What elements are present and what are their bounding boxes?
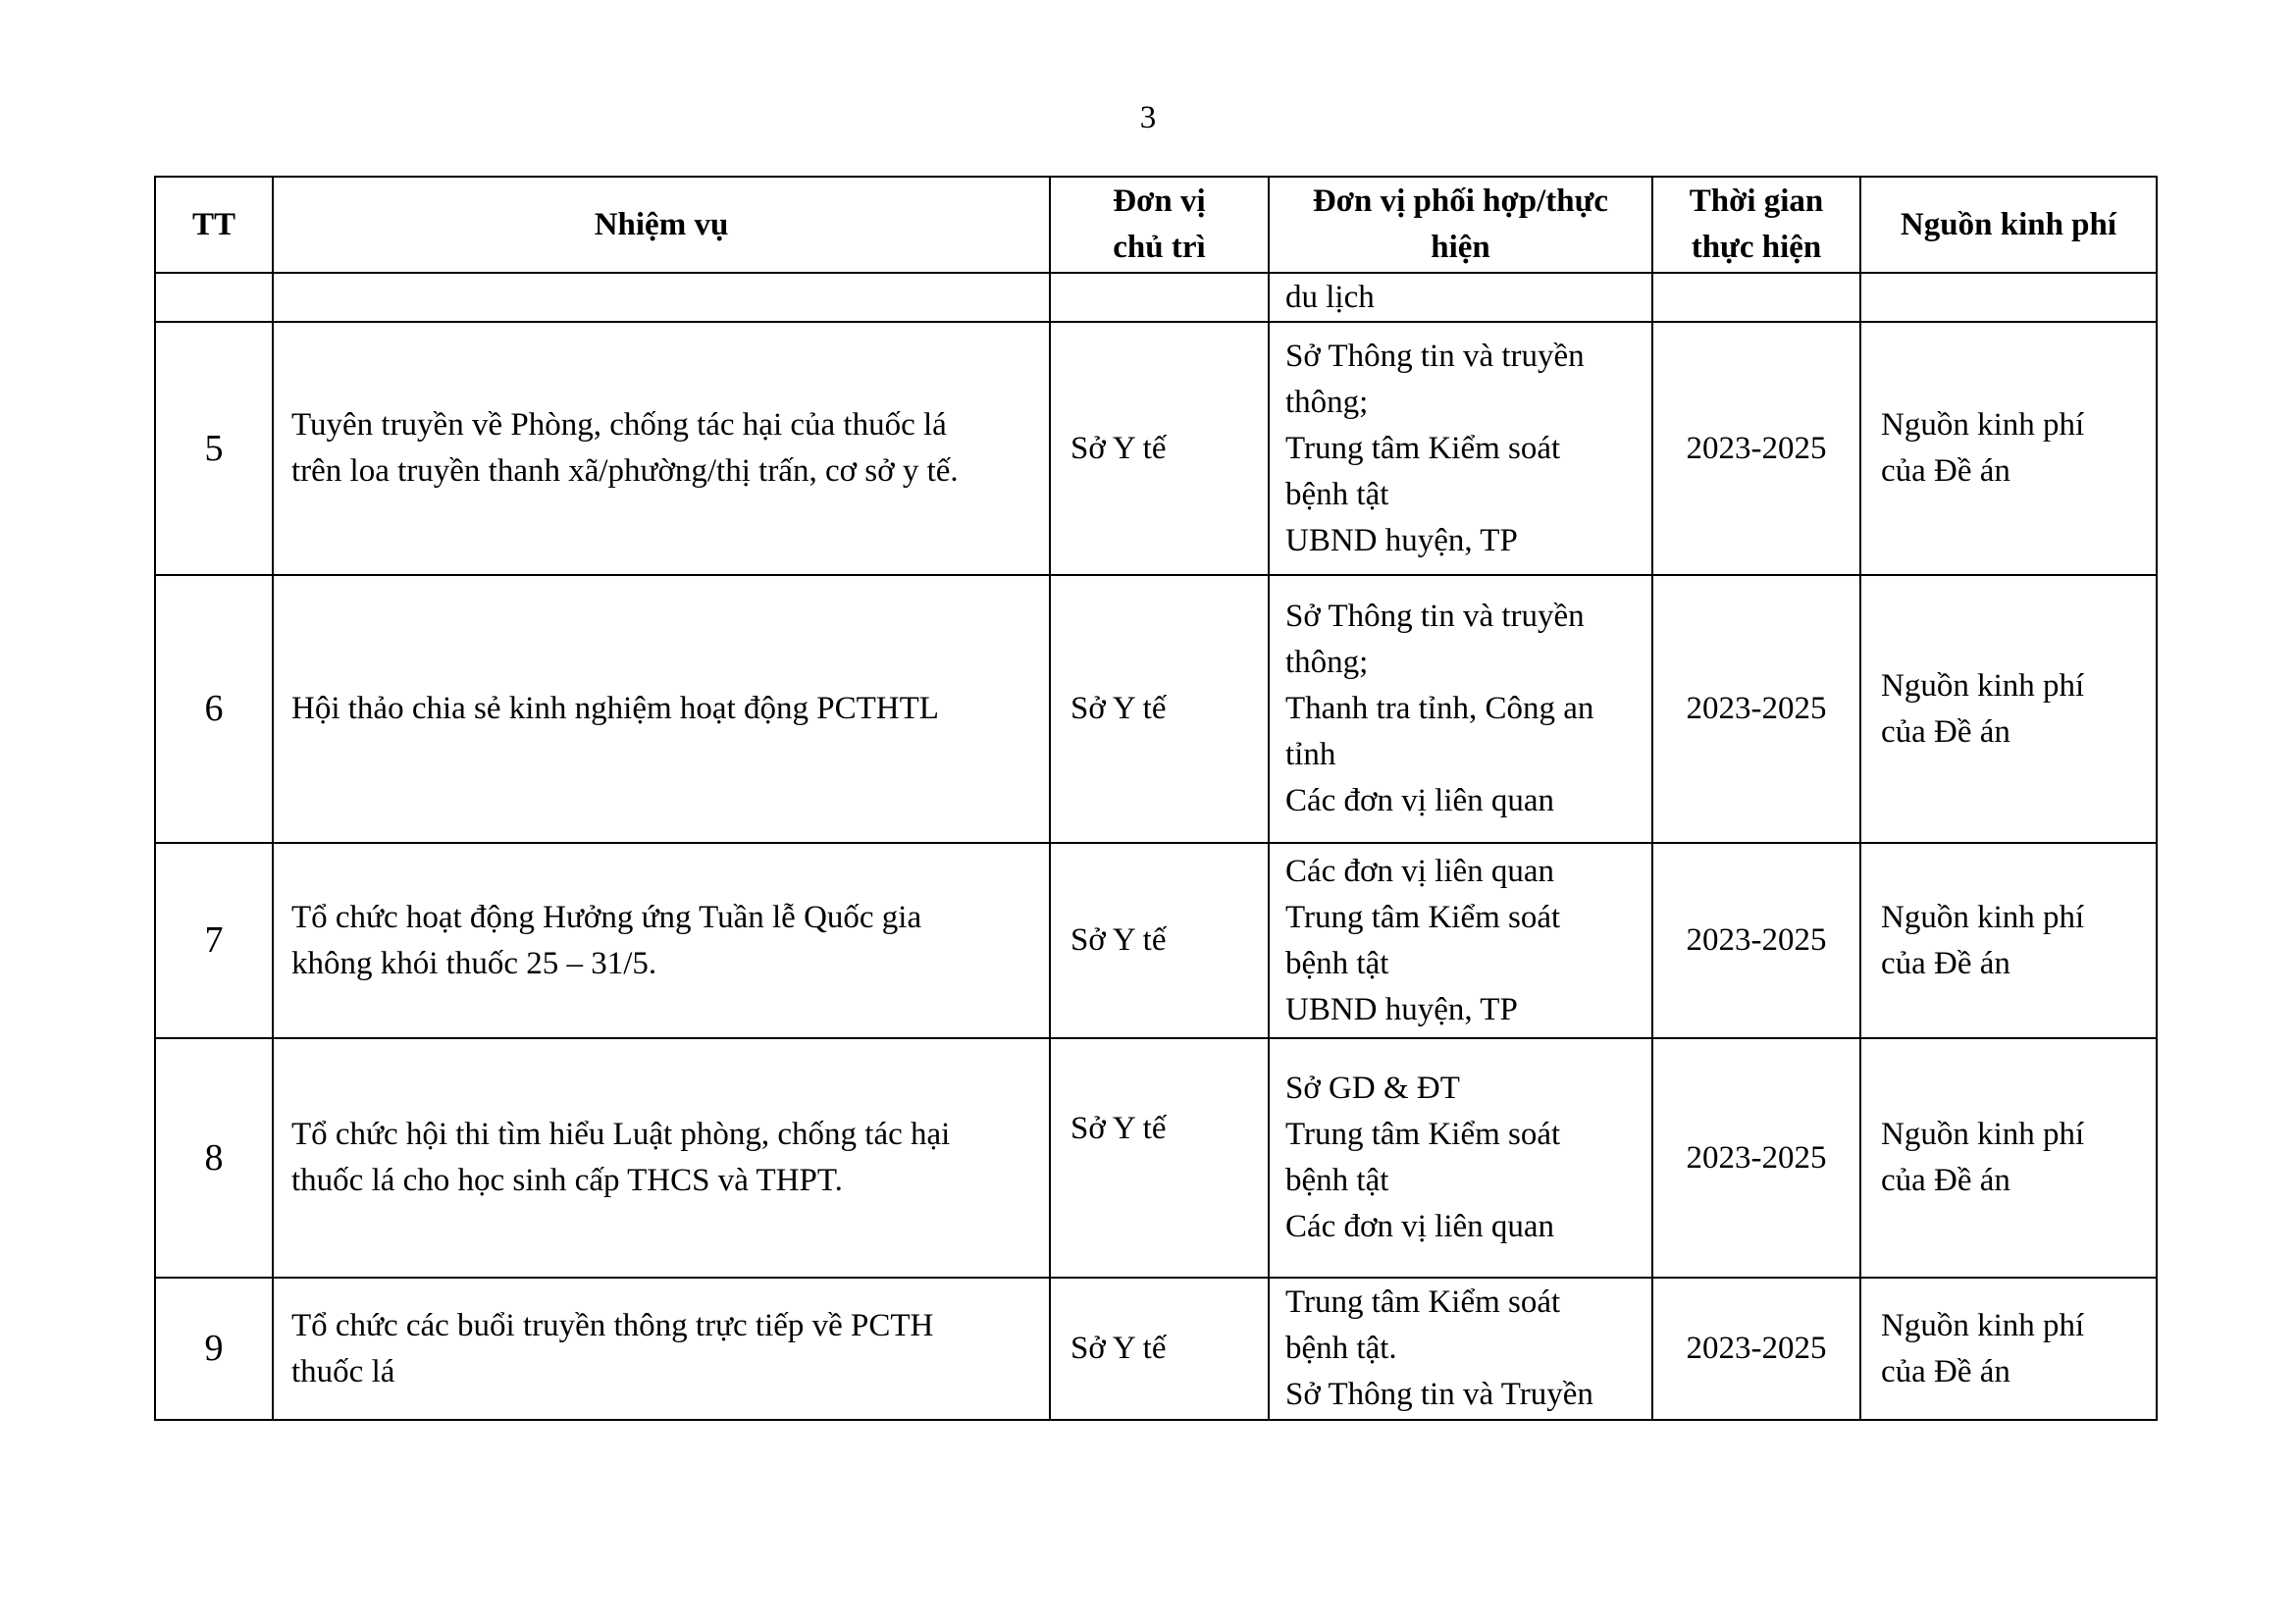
table-header-row [155,177,2157,273]
cell-coop: du lịch [1269,273,1652,322]
cell-lead: Sở Y tế [1050,843,1269,1038]
fund-line: của Đề án [1881,453,2010,489]
task-line: Tổ chức hội thi tìm hiểu Luật phòng, chống tác hại [291,1117,951,1152]
header-task: Nhiệm vụ [273,177,1050,273]
header-fund: Nguồn kinh phí [1860,177,2157,273]
fund-line: Nguồn kinh phí [1881,899,2085,935]
cell-task [273,843,1050,1038]
coop-line: Sở Thông tin và Truyền [1285,1377,1593,1412]
header-coop-line: Đơn vị phối hợp/thực [1312,183,1609,219]
cell-coop [1269,322,1652,575]
cell-fund [1860,575,2157,843]
table-row [155,843,2157,1038]
table-row [155,575,2157,843]
coop-line: bệnh tật [1285,476,1389,512]
cell-coop [1269,1278,1652,1420]
coop-line: Trung tâm Kiểm soát [1285,1284,1561,1320]
coop-line: Thanh tra tỉnh, Công an [1285,691,1594,726]
cell-task [273,575,1050,843]
cell-lead: Sở Y tế [1050,322,1269,575]
coop-line: Trung tâm Kiểm soát [1285,1117,1561,1152]
task-line: thuốc lá cho học sinh cấp THCS và THPT. [291,1163,843,1198]
header-lead-line: Đơn vị [1113,183,1206,219]
cell-fund [1860,273,2157,322]
coop-line: thông; [1285,645,1369,680]
header-coop-unit [1269,177,1652,273]
header-tt: TT [155,177,273,273]
cell-task [273,322,1050,575]
cell-tt: 9 [155,1278,273,1420]
header-time [1652,177,1860,273]
coop-line: bệnh tật. [1285,1331,1397,1366]
table-row [155,322,2157,575]
coop-line: UBND huyện, TP [1285,991,1518,1027]
coop-line: bệnh tật [1285,1163,1389,1198]
task-line: Tổ chức các buổi truyền thông trực tiếp về PCTH [291,1307,934,1343]
fund-line: của Đề án [1881,945,2010,981]
coop-line: Trung tâm Kiểm soát [1285,899,1561,935]
coop-line: tỉnh [1285,737,1336,772]
fund-line: Nguồn kinh phí [1881,1307,2085,1343]
cell-fund [1860,1278,2157,1420]
coop-line: Trung tâm Kiểm soát [1285,430,1561,466]
task-line: Tuyên truyền về Phòng, chống tác hại của thuốc lá [291,407,947,443]
fund-line: của Đề án [1881,713,2010,750]
fund-line: của Đề án [1881,1353,2010,1389]
cell-lead: Sở Y tế [1050,1038,1269,1278]
cell-time: 2023-2025 [1652,1038,1860,1278]
task-line: Hội thảo chia sẻ kinh nghiệm hoạt động PCTHTL [291,691,939,726]
fund-line: của Đề án [1881,1163,2010,1198]
fund-line: Nguồn kinh phí [1881,1117,2085,1152]
cell-lead [1050,273,1269,322]
coop-line: thông; [1285,384,1369,420]
cell-time: 2023-2025 [1652,1278,1860,1420]
header-coop-line: hiện [1431,230,1490,265]
cell-lead: Sở Y tế [1050,1278,1269,1420]
header-lead-line: chủ trì [1113,230,1206,265]
cell-task [273,1038,1050,1278]
cell-time: 2023-2025 [1652,843,1860,1038]
coop-line: Các đơn vị liên quan [1285,853,1555,889]
cell-fund [1860,1038,2157,1278]
task-plan-table [154,176,2158,1421]
task-line: thuốc lá [291,1353,395,1389]
cell-fund [1860,322,2157,575]
cell-time: 2023-2025 [1652,322,1860,575]
coop-line: UBND huyện, TP [1285,522,1518,558]
cell-task [273,273,1050,322]
coop-line: Sở GD & ĐT [1285,1071,1460,1106]
header-time-line: Thời gian [1689,183,1824,219]
cell-tt: 7 [155,843,273,1038]
cell-coop [1269,1038,1652,1278]
header-lead-unit [1050,177,1269,273]
cell-lead: Sở Y tế [1050,575,1269,843]
cell-tt: 6 [155,575,273,843]
fund-line: Nguồn kinh phí [1881,667,2085,704]
table-row [155,1278,2157,1420]
cell-tt [155,273,273,322]
cell-time: 2023-2025 [1652,575,1860,843]
cell-tt: 5 [155,322,273,575]
cell-coop [1269,843,1652,1038]
cell-tt: 8 [155,1038,273,1278]
table-row [155,1038,2157,1278]
task-line: không khói thuốc 25 – 31/5. [291,945,657,981]
cell-task [273,1278,1050,1420]
task-line: trên loa truyền thanh xã/phường/thị trấn, cơ sở y tế. [291,453,959,489]
coop-line: Sở Thông tin và truyền [1285,599,1585,634]
cell-fund [1860,843,2157,1038]
header-time-line: thực hiện [1691,230,1822,265]
fund-line: Nguồn kinh phí [1881,407,2085,443]
page-number: 3 [1139,100,1157,135]
cell-time [1652,273,1860,322]
continuation-row [155,273,2157,322]
task-line: Tổ chức hoạt động Hưởng ứng Tuần lễ Quốc gia [291,899,922,935]
cell-coop [1269,575,1652,843]
coop-line: bệnh tật [1285,945,1389,981]
coop-line: Sở Thông tin và truyền [1285,338,1585,374]
coop-line: Các đơn vị liên quan [1285,1209,1555,1244]
coop-line: Các đơn vị liên quan [1285,783,1555,818]
